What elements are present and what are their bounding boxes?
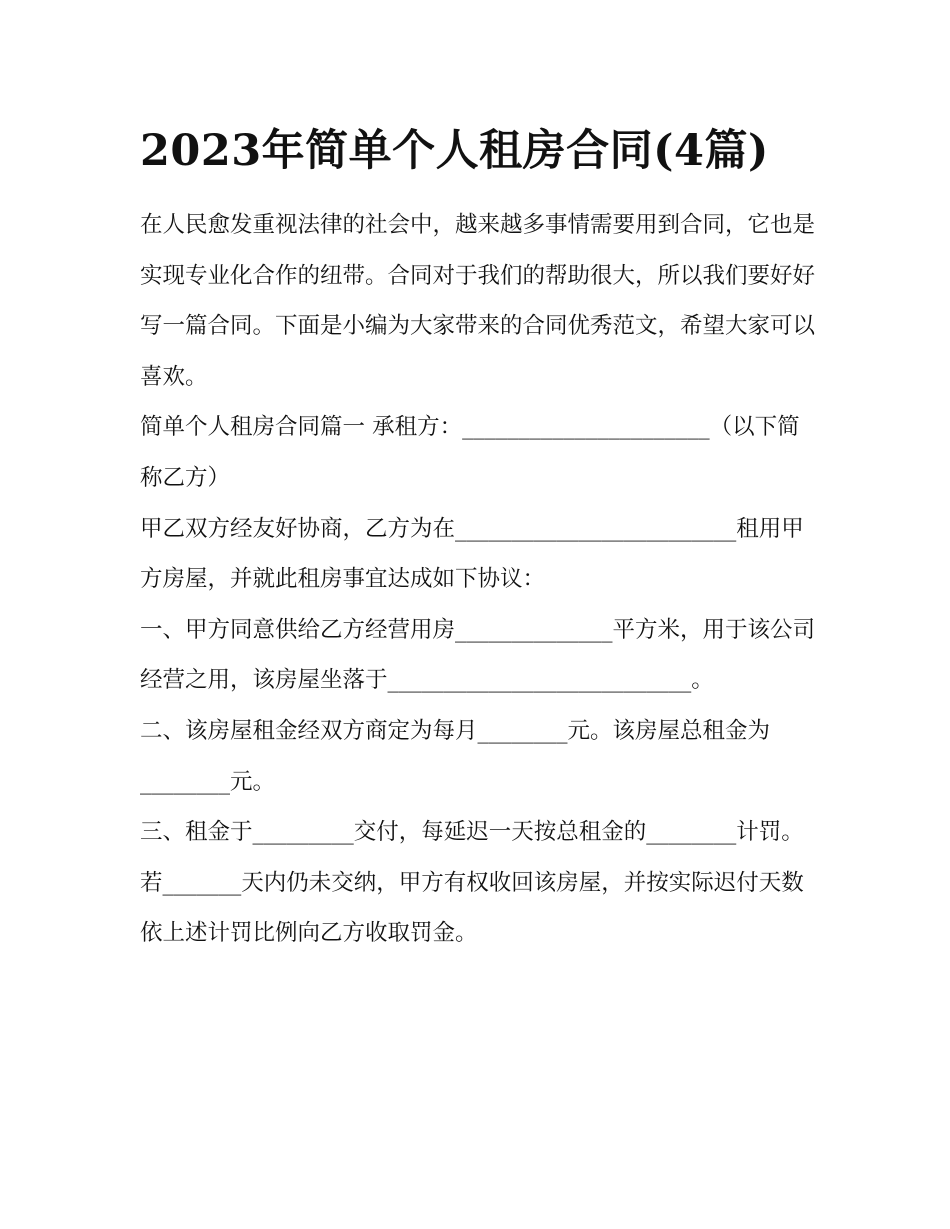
document-title: 2023年简单个人租房合同(4篇) [140, 126, 769, 176]
tenant-paragraph: 简单个人租房合同篇一 承租方：______________________（以下简称乙方） [140, 414, 800, 491]
clause-3-paragraph: 三、租金于_________交付，每延迟一天按总租金的________计罚。若_______天内仍未交纳，甲方有权收回该房屋，并按实际迟付天数依上述计罚比例向乙方收取罚金。 [140, 819, 804, 947]
clause-1-paragraph: 一、甲方同意供给乙方经营用房______________平方米，用于该公司经营之用，该房屋坐落于___________________________。 [140, 616, 816, 694]
intro-paragraph: 在人民愈发重视法律的社会中，越来越多事情需要用到合同，它也是实现专业化合作的纽带。合同对于我们的帮助很大，所以我们要好好写一篇合同。下面是小编为大家带来的合同优秀范文，希望大家可以喜欢。 [140, 212, 816, 390]
clause-2-paragraph: 二、该房屋租金经双方商定为每月________元。该房屋总租金为________元。 [140, 717, 771, 795]
document-page [140, 118, 820, 959]
document-body [140, 200, 820, 959]
agreement-paragraph: 甲乙双方经友好协商，乙方为在_________________________租用甲方房屋，并就此租房事宜达成如下协议： [140, 515, 804, 593]
